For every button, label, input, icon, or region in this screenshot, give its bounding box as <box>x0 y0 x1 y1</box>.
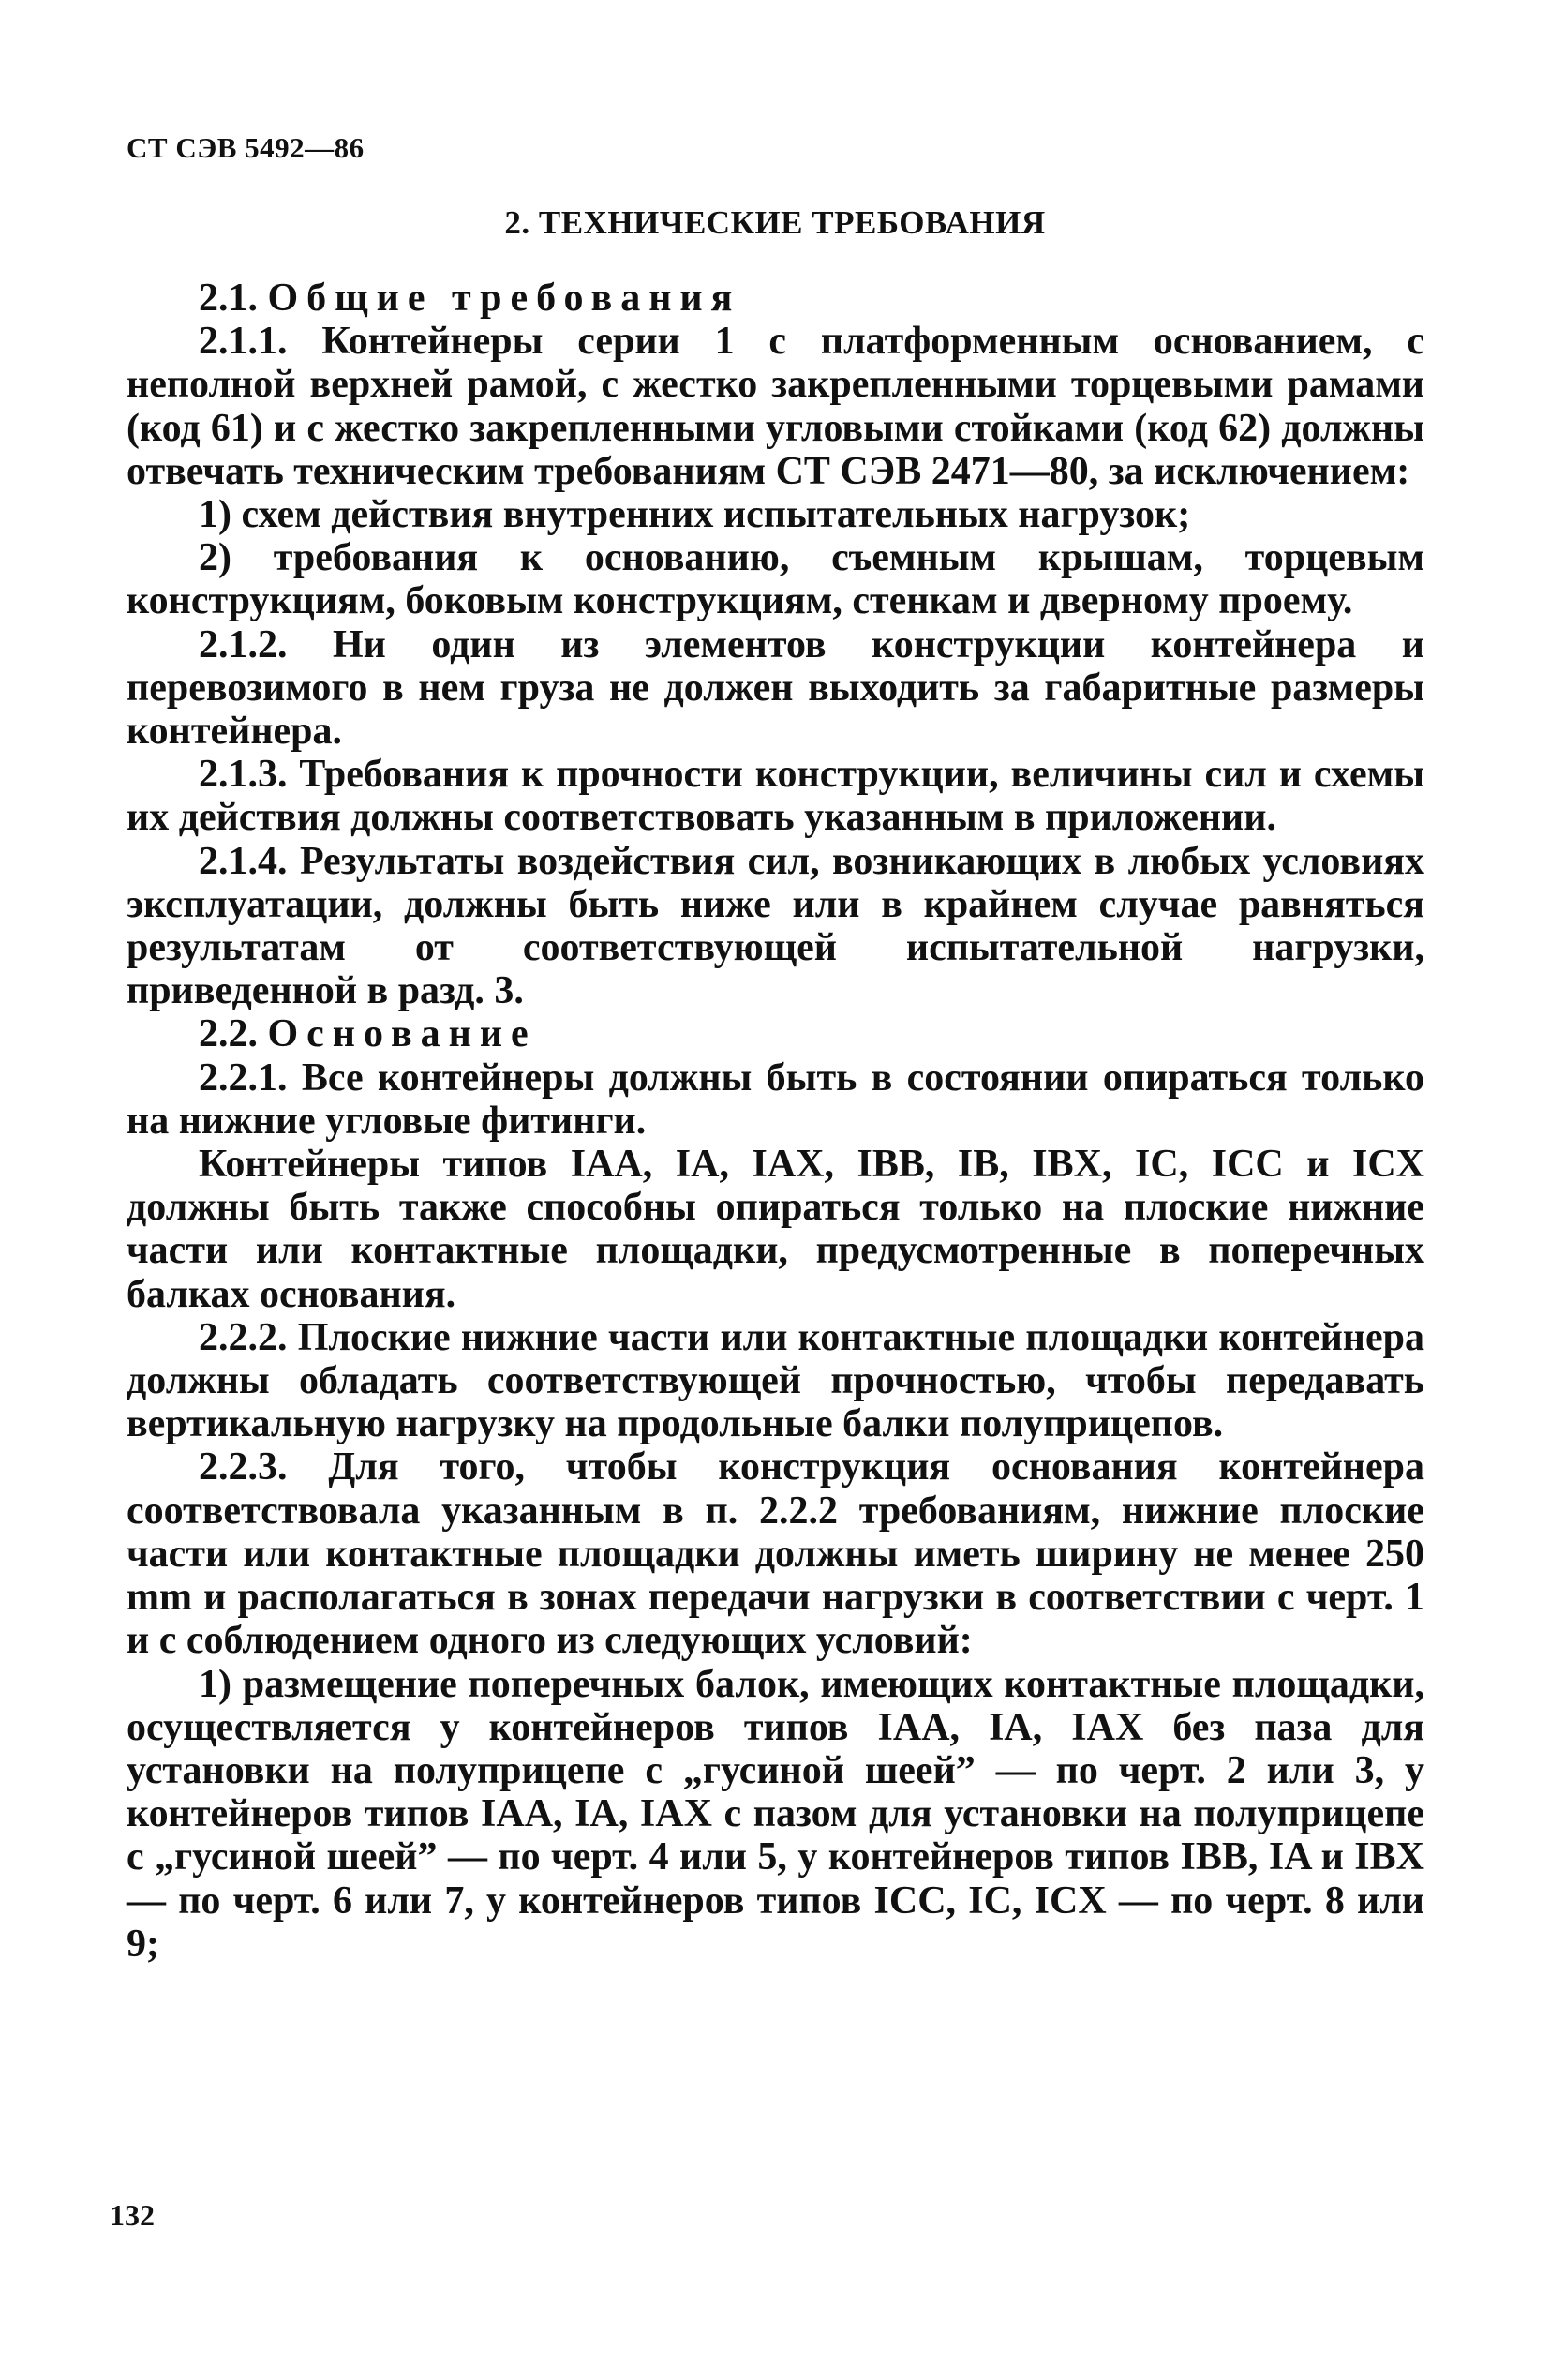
paragraph: 2.1.4. Результаты воздействия сил, возникающих в любых условиях эксплуатации, должны быть ниже или в крайнем случае равняться результатам от соответствующей испытательной нагрузки, приведенной в разд. 3. <box>127 839 1424 1013</box>
paragraph: 2.1.3. Требования к прочности конструкции, величины сил и схемы их действия должны соответствовать указанным в приложении. <box>127 753 1424 840</box>
paragraph: Контейнеры типов IAA, IA, IAX, IBB, IB, IBX, IC, ICC и ICX должны быть также способны опираться только на плоские нижние части или контактные площадки, предусмотренные в поперечных балках основания. <box>127 1143 1424 1316</box>
list-item: 1) размещение поперечных балок, имеющих контактные площадки, осуществляется у контейнеров типов IAA, IA, IAX без паза для установки на полуприцепе с „гусиной шеей” — по черт. 2 или 3, у контейнеров типов IAA, IA, IAX с пазом для установки на полуприцепе с „гусиной шеей” — по черт. 4 или 5, у контейнеров типов IBB, IA и IBX — по черт. 6 или 7, у контейнеров типов ICC, IC, ICX — по черт. 8 или 9; <box>127 1662 1424 1966</box>
subsection-heading-general <box>127 277 1424 320</box>
subsection-number: 2.2. <box>199 1012 258 1056</box>
paragraph: 2.2.3. Для того, чтобы конструкция основания контейнера соответствовала указанным в п. 2.2.2 требованиям, нижние плоские части или контактные площадки должны иметь ширину не менее 250 mm и располагаться в зонах передачи нагрузки в соответствии с черт. 1 и с соблюдением одного из следующих условий: <box>127 1445 1424 1663</box>
document-body <box>127 277 1424 1966</box>
paragraph: 2.1.2. Ни один из элементов конструкции контейнера и перевозимого в нем груза не должен выходить за габаритные размеры контейнера. <box>127 622 1424 754</box>
subsection-title: Основание <box>267 1012 537 1056</box>
subsection-heading-base <box>127 1012 1424 1055</box>
document-header: СТ СЭВ 5492—86 <box>127 131 365 164</box>
list-item: 1) схем действия внутренних испытательных нагрузок; <box>199 493 1191 537</box>
list-item: 2) требования к основанию, съемным крышам, торцевым конструкциям, боковым конструкциям, стенкам и дверному проему. <box>127 536 1424 623</box>
paragraph: 2.1.1. Контейнеры серии 1 с платформенным основанием, с неполной верхней рамой, с жестко закрепленными торцевыми рамами (код 61) и с жестко закрепленными угловыми стойками (код 62) должны отвечать техническим требованиям СТ СЭВ 2471—80, за исключением: <box>127 320 1424 493</box>
subsection-title: Общие требования <box>267 277 741 320</box>
subsection-number: 2.1. <box>199 277 258 320</box>
paragraph: 2.2.2. Плоские нижние части или контактные площадки контейнера должны обладать соответствующей прочностью, чтобы передавать вертикальную нагрузку на продольные балки полуприцепов. <box>127 1315 1424 1446</box>
paragraph: 2.2.1. Все контейнеры должны быть в состоянии опираться только на нижние угловые фитинги. <box>127 1055 1424 1143</box>
page-number: 132 <box>110 2198 155 2232</box>
section-title: 2. ТЕХНИЧЕСКИЕ ТРЕБОВАНИЯ <box>504 204 1046 241</box>
